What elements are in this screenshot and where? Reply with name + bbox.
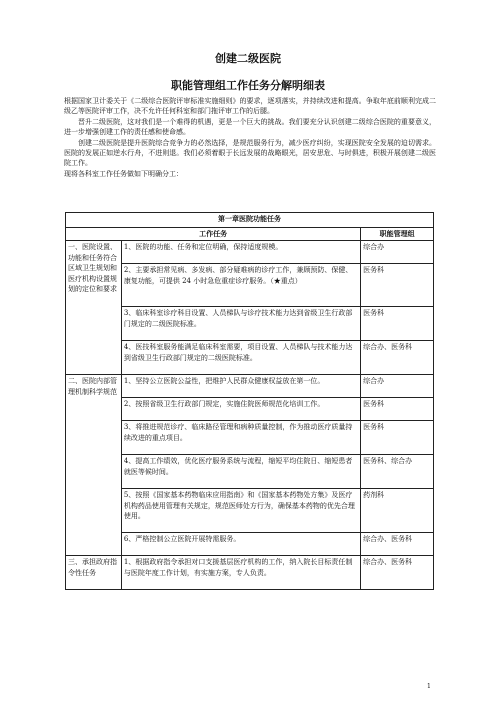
table-row [66, 264, 434, 307]
group-cell: 医务科 [361, 421, 434, 455]
task-table [65, 212, 434, 590]
chapter-title: 第一章医院功能任务 [66, 213, 434, 228]
group-cell: 综合办 [361, 241, 434, 264]
intro-paragraph-2: 晋升二级医院，这对我们是一个难得的机遇，更是一个巨大的挑战。我们要充分认识创建二级综合医院的重要意义，进一步增强创建工作的责任感和使命感。 [64, 117, 436, 137]
table-row [66, 533, 434, 556]
category-cell: 二、医院内部管理机制科学规范 [66, 375, 122, 556]
group-cell: 综合办、医务科 [361, 556, 434, 590]
category-cell: 一、医院设置、功能和任务符合区域卫生规划和医疗机构设置规划的定位和要求 [66, 241, 122, 375]
group-cell: 医务科 [361, 307, 434, 341]
task-cell: 5、按照《国家基本药物临床应用指南》和《国家基本药物处方集》及医疗机构药品使用管理有关规定，规范医师处方行为，确保基本药物的优先合理使用。 [121, 489, 360, 533]
group-cell: 综合办、医务科 [361, 341, 434, 375]
document-subtitle: 职能管理组工作任务分解明细表 [171, 79, 325, 92]
task-cell: 1、根据政府指令承担对口支援基层医疗机构的工作，纳入院长目标责任制与医院年度工作计划，有实施方案，专人负责。 [121, 556, 360, 590]
task-cell: 6、严格控制公立医院开展特需服务。 [121, 533, 360, 556]
table-row [66, 307, 434, 341]
page-number: 1 [427, 683, 431, 690]
task-cell: 2、主要承担常见病、多发病、部分疑难病的诊疗工作，兼顾预防、保健、康复功能，可提供 24 小时急危重症诊疗服务。（★重点） [121, 264, 360, 307]
table-row [66, 341, 434, 375]
group-cell: 综合办、医务科 [361, 533, 434, 556]
group-cell: 医务科、综合办 [361, 455, 434, 489]
intro-paragraph-4: 现将各科室工作任务做如下明确分工： [64, 169, 183, 178]
intro-paragraph-3: 创建二级医院是提升医院综合竞争力的必然选择，是规范服务行为，减少医疗纠纷，实现医院安全发展的迫切需求。医院的发展正如逆水行舟，不进则退。我们必须着眼于长远发展的战略眼光，居安思危、与时俱进，积极开展创建二级医院工作。 [64, 138, 436, 168]
table-row [66, 489, 434, 533]
task-cell: 4、提高工作绩效，优化医疗服务系统与流程，缩短平均住院日、缩短患者就医等候时间。 [121, 455, 360, 489]
task-cell: 4、医技科室服务能满足临床科室需要，项目设置、人员梯队与技术能力达到省级卫生行政部门规定的二级医院标准。 [121, 341, 360, 375]
document-title: 创建二级医院 [215, 52, 281, 65]
task-cell: 3、临床科室诊疗科目设置、人员梯队与诊疗技术能力达到省级卫生行政部门规定的二级医院标准。 [121, 307, 360, 341]
chapter-row [66, 213, 434, 228]
task-cell: 1、坚持公立医院公益性，把维护人民群众健康权益放在第一位。 [121, 375, 360, 398]
header-row [66, 228, 434, 241]
group-cell: 医务科 [361, 398, 434, 421]
table-row [66, 556, 434, 590]
group-cell: 药剂科 [361, 489, 434, 533]
task-cell: 2、按照省级卫生行政部门规定，实施住院医师规范化培训工作。 [121, 398, 360, 421]
table-row [66, 375, 434, 398]
header-task: 工作任务 [66, 228, 361, 241]
task-cell: 3、将推进规范诊疗、临床路径管理和病种质量控制，作为推动医疗质量持续改进的重点项目。 [121, 421, 360, 455]
table-row [66, 455, 434, 489]
table-row [66, 398, 434, 421]
category-cell: 三、承担政府指令性任务 [66, 556, 122, 590]
header-group: 职能管理组 [361, 228, 434, 241]
table-row [66, 421, 434, 455]
intro-paragraph-1: 根据国家卫计委关于《二级综合医院评审标准实施细则》的要求，逐项落实，并持续改进和提高。争取年底前顺利完成二级乙等医院评审工作，决不允许任何科室和部门拖评审工作的后腿。 [64, 97, 436, 116]
group-cell: 医务科 [361, 264, 434, 307]
intro-text [64, 96, 436, 179]
group-cell: 综合办 [361, 375, 434, 398]
table-row [66, 241, 434, 264]
task-cell: 1、医院的功能、任务和定位明确，保持适度规模。 [121, 241, 360, 264]
